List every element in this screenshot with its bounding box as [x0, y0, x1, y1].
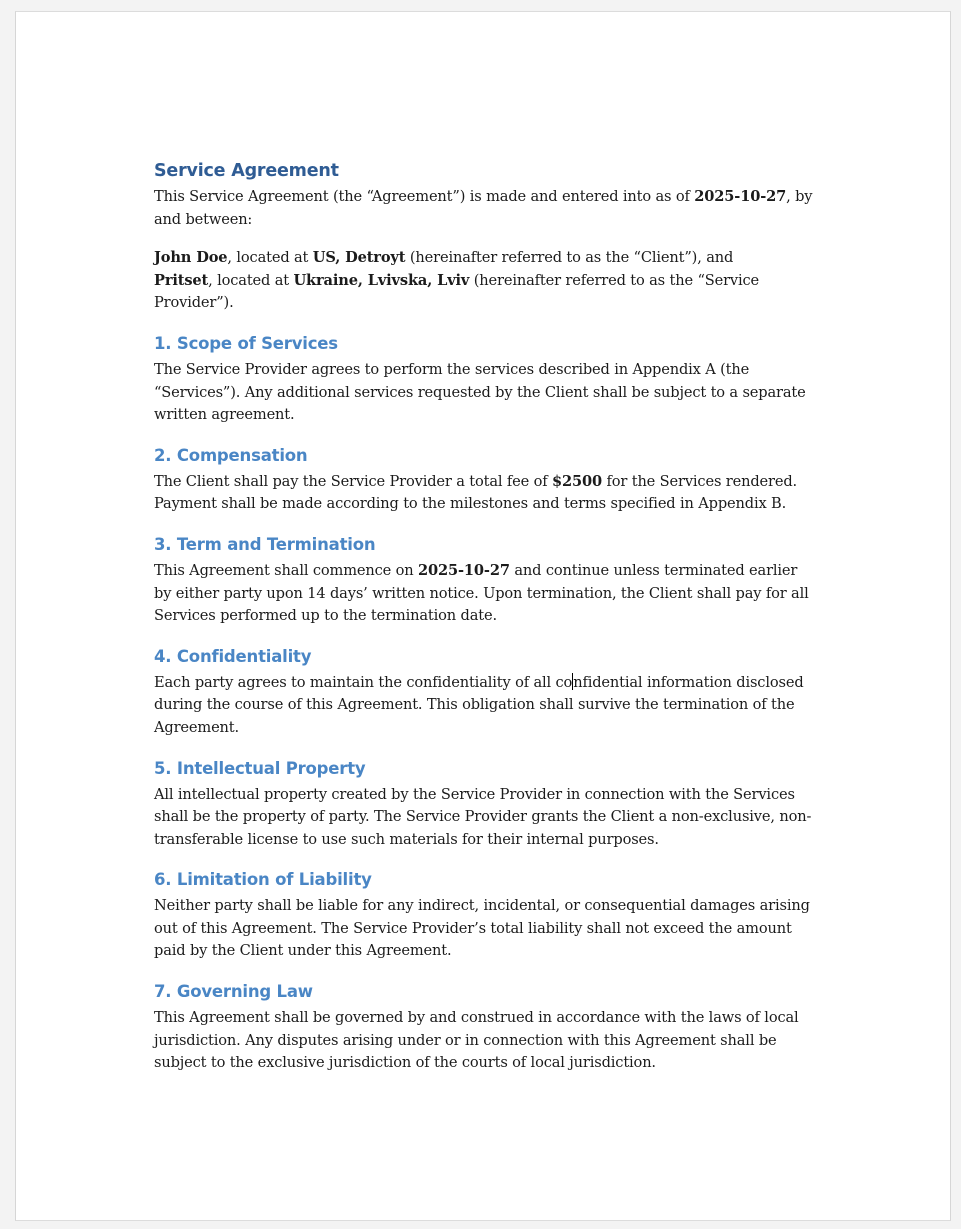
section-text-compensation: [154, 471, 818, 516]
parties-text: , located at: [227, 249, 313, 267]
section-heading-law: 7. Governing Law: [154, 982, 313, 1002]
section-heading-confidentiality: 4. Confidentiality: [154, 646, 312, 666]
agreement-date: 2025-10-27: [694, 188, 787, 205]
section-text-term: [154, 560, 818, 628]
section-heading-liability: 6. Limitation of Liability: [154, 870, 372, 890]
commence-date: 2025-10-27: [418, 561, 510, 579]
section-heading-term: 3. Term and Termination: [154, 534, 376, 554]
compensation-text: The Client shall pay the Service Provider a total fee of: [154, 472, 552, 490]
parties-text: , located at: [208, 271, 294, 289]
parties-paragraph: [154, 247, 818, 315]
document-body[interactable]: [154, 160, 818, 1075]
compensation-text-end: for the Services rendered. Payment shall be made according to the milestones and terms specified in Appendix B.: [154, 472, 798, 513]
section-text-confidentiality: [154, 672, 818, 740]
term-text-end: and continue unless terminated earlier by either party upon 14 days’ written notice. Upon termination, the Client shall pay for all Services performed up to the termination date.: [154, 561, 809, 625]
document-title: Service Agreement: [154, 161, 339, 181]
parties-text: (hereinafter referred to as the “Service Provider”).: [154, 271, 760, 312]
provider-location: Ukraine, Lvivska, Lviv: [293, 271, 470, 289]
section-heading-scope: 1. Scope of Services: [154, 333, 338, 353]
section-text-law: This Agreement shall be governed by and construed in accordance with the laws of local jurisdiction. Any disputes arising under or in connection with this Agreement shall be subject to the exclusive jurisdiction of the courts of local jurisdiction.: [154, 1009, 799, 1072]
parties-text: (hereinafter referred to as the “Client”), and: [405, 249, 734, 267]
section-heading-compensation: 2. Compensation: [154, 445, 308, 465]
section-text-scope: The Service Provider agrees to perform the services described in Appendix A (the “Services”). Any additional services requested by the Client shall be subject to a separate written agreement.: [154, 360, 806, 424]
provider-name: Pritset: [154, 271, 209, 289]
fee-amount: $2500: [552, 472, 603, 490]
confidentiality-text-end: nfidential information disclosed during the course of this Agreement. This obligation shall survive the termination of the Agreement.: [154, 673, 804, 736]
intro-text-end: , by and between:: [154, 188, 813, 228]
section-text-ip: All intellectual property created by the Service Provider in connection with the Services shall be the property of party. The Service Provider grants the Client a non-exclusive, non-transferable license to use such materials for their internal purposes.: [154, 785, 812, 848]
client-location: US, Detroyt: [312, 249, 406, 267]
confidentiality-text: Each party agrees to maintain the confidentiality of all co: [154, 673, 573, 691]
document-page[interactable]: [15, 11, 951, 1221]
section-text-liability: Neither party shall be liable for any indirect, incidental, or consequential damages arising out of this Agreement. The Service Provider’s total liability shall not exceed the amount paid by the Client under this Agreement.: [154, 897, 810, 960]
section-heading-ip: 5. Intellectual Property: [154, 758, 366, 778]
client-name: John Doe: [154, 249, 228, 267]
intro-text: This Service Agreement (the “Agreement”) is made and entered into as of: [154, 188, 695, 205]
intro-paragraph: [154, 186, 818, 231]
term-text: This Agreement shall commence on: [154, 561, 418, 579]
